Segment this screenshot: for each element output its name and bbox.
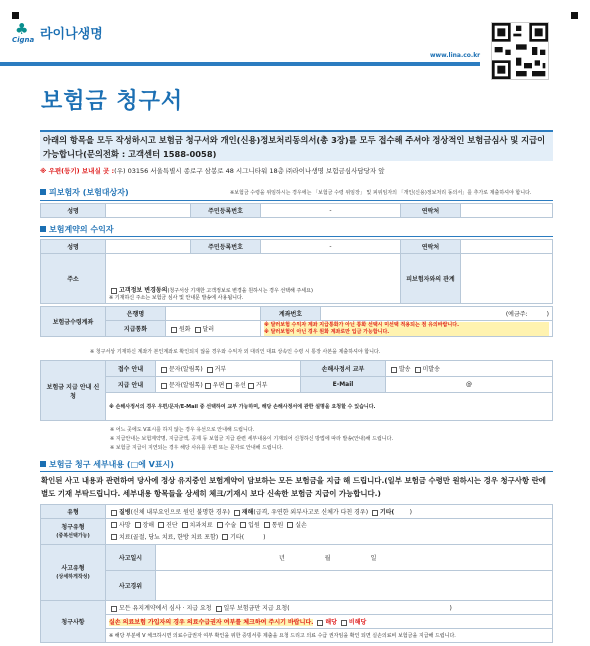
pay-notice-options: 문자(알림톡) 우편 유선 거부 [156,377,301,393]
silson-no-checkbox[interactable] [341,620,347,626]
relation-label: 피보험자와의 관계 [401,254,461,304]
company-name: 라이나생명 [40,27,103,42]
website-url: www.lina.co.kr [430,52,481,59]
relation-field[interactable] [461,254,553,304]
fine-print-2: ※ 지급안내는 보험계약명, 지급금액, 공제 등 보험금 지급 관련 세부내용이 기재되어 신청하신 방법에 따라 발송(안내)해 드립니다. [110,436,394,442]
beneficiary-rrn-label: 주민등록번호 [191,240,261,254]
receipt-options: 문자(알림톡) 거부 [156,361,301,377]
receipt-refuse-checkbox[interactable] [207,367,213,373]
pay-mail-checkbox[interactable] [205,383,211,389]
notify-label: 보험금 지급 안내 신청 [41,361,106,421]
accident-cause-field[interactable] [156,570,553,600]
diagnosis-checkbox[interactable] [158,522,164,528]
account-label: 보험금수령계좌 [41,307,106,337]
outpatient-checkbox[interactable] [264,522,270,528]
actual-loss-checkbox[interactable] [287,522,293,528]
fine-print-1: ※ 어느 곳에도 V표시를 하지 않는 경우 유선으로 안내해 드립니다. [110,427,255,433]
treatment-checkbox[interactable] [111,534,117,540]
loss-report-options: 발송 미발송 [386,361,553,377]
email-label: E-Mail [301,377,386,393]
qr-code-icon [491,22,549,80]
account-number-field[interactable]: (예금주: ) [321,307,553,321]
address-label: 주소 [41,254,106,304]
other-type-checkbox[interactable] [372,510,378,516]
fine-print-3: ※ 보험금 지급이 지연되는 경우 해당 사유를 우편 또는 문자로 안내해 드립니다. [110,445,283,451]
divider [40,236,553,237]
type-options: 질병(신체 내부요인으로 원인 불명한 경우) 재해(급격, 우연한 외부사고로 신체가 다친 경우) 기타( ) [106,505,553,519]
insured-name-label: 성명 [41,204,106,218]
currency-label: 지급통화 [106,321,166,337]
company-logo: ♣ Cigna 라이나생명 [12,20,103,44]
hospitalization-checkbox[interactable] [240,522,246,528]
beneficiary-phone-field[interactable] [461,240,553,254]
account-table [40,306,553,337]
beneficiary-table [40,239,553,304]
silson-row: 실손 의료보험 가입자의 경우 의료수급권자 여부를 체크하여 주시기 바랍니다. 해당 비해당 [106,615,553,629]
silson-note: ※ 해당 부분에 V 체크하시면 의료수급권자 여부 확인을 위한 증빙서류 제출을 요청 드리고 의료 수급 권자임을 확인 되면 실손의료비 보험금을 지급해 드립니다. [106,629,553,643]
nopost-checkbox[interactable] [415,367,421,373]
section-claim-title: 보험금 청구 세부내용 (□에 V표시) [40,459,174,470]
beneficiary-phone-label: 연락처 [401,240,461,254]
bank-field[interactable] [166,307,261,321]
section-insured-note: ※보험금 수령을 위임하시는 경우에는 「보험금 수령 위임장」 및 피위임자의 「개인(신용)정보처리 동의서」를 추가로 제출하셔야 합니다. [230,190,532,196]
account-number-label: 계좌번호 [261,307,321,321]
form-title: 보험금 청구서 [41,89,184,114]
claim-table [40,504,553,643]
receipt-sms-checkbox[interactable] [161,367,167,373]
divider [40,471,553,472]
accident-type-label: 사고유형 (상세하게작성) [41,545,106,601]
accident-date-label: 사고일시 [106,545,156,571]
currency-options: 원화 달러 [166,321,261,337]
insured-table [40,203,553,218]
receipt-label: 접수 안내 [106,361,156,377]
pay-sms-checkbox[interactable] [161,383,167,389]
section-insured-title: 피보험자 (보험대상자) [40,187,129,198]
post-checkbox[interactable] [391,367,397,373]
notice-box: 아래의 항목을 모두 작성하시고 보험금 청구서와 개인(신용)정보처리동의서(총 3장)를 모두 접수해 주셔야 정상적인 보험금심사 및 지급이 가능합니다(문의전화 : 고객센터 1588-0058) [40,130,553,161]
claim-type-label: 청구유형 (중복선택가능) [41,519,106,545]
address-change-checkbox[interactable] [111,288,117,294]
beneficiary-name-label: 성명 [41,240,106,254]
pay-notice-label: 지급 안내 [106,377,156,393]
email-field[interactable]: @ [386,377,553,393]
injury-checkbox[interactable] [234,510,240,516]
tree-icon: ♣ [15,20,29,38]
accident-date-field[interactable]: 년 월 일 [156,545,553,571]
notify-table [40,360,553,421]
beneficiary-name-field[interactable] [106,240,191,254]
pay-refuse-checkbox[interactable] [248,383,254,389]
registration-mark-left [12,12,19,19]
mail-address: ※ 우편(등기) 보내실 곳 :(우) 03156 서울특별시 종로구 삼봉로 48 시그니타워 18층 ㈜라이나생명 보험금심사담당자 앞 [40,167,385,175]
insured-rrn-field[interactable]: - [261,204,401,218]
pay-phone-checkbox[interactable] [226,383,232,389]
address-field[interactable]: 고객정보 변경동의(청구서상 기재한 고객정보로 변경을 원하시는 경우 선택해 주세요) ※ 기재하신 주소는 보험금 심사 및 안내문 발송에 사용됩니다. [106,254,401,304]
dollar-checkbox[interactable] [195,327,201,333]
loss-report-label: 손해사정서 교부 [301,361,386,377]
all-contracts-checkbox[interactable] [111,606,117,612]
dental-checkbox[interactable] [182,522,188,528]
disease-checkbox[interactable] [111,510,117,516]
currency-note: ※ 달러보험 수익자 계좌 지급통화가 아닌 통화 선택시 미선택 적용되는 점 유의바랍니다. ※ 달러보험이 아닌 경우 원화 계좌로만 입금 가능합니다. [261,321,553,337]
bank-label: 은행명 [106,307,166,321]
header-bar [0,62,480,66]
request-options: 모든 유지계약에서 심사 · 지급 요청 일부 보험금만 지급 요청( ) [106,601,553,615]
beneficiary-rrn-field[interactable]: - [261,240,401,254]
surgery-checkbox[interactable] [217,522,223,528]
disability-checkbox[interactable] [135,522,141,528]
notify-note: ※ 손해사정서의 경우 우편/문자/E-Mail 중 선택하여 교부 가능하며, 해당 손해사정서에 관한 설명을 요청할 수 있습니다. [106,393,553,421]
partial-checkbox[interactable] [216,606,222,612]
claim-intro: 확인된 사고 내용과 관련하여 당사에 정상 유지중인 보험계약이 담보하는 모든 보험금을 지급 해 드립니다.(일부 보험금 수령만 원하시는 경우 청구사항 란에 별도 기재 부탁드립니다. 세부내용 항목들을 상세히 체크/기재시 보다 신속한 보험금 지급이 가능합니다.) [41,476,546,498]
section-beneficiary-title: 보험계약의 수익자 [40,224,114,235]
account-note: ※ 청구서상 기재하신 계좌가 본인계좌로 확인되지 않을 경우와 수익자 외 대리인 대표 상속인 수령 시 통장 사본을 제출하셔야 합니다. [90,349,381,355]
divider [40,200,553,201]
type-label: 유형 [41,505,106,519]
won-checkbox[interactable] [171,327,177,333]
registration-mark-right [571,12,578,19]
claim-type-options: 사망 장해 진단 치과치료 수술 입원 통원 실손 치료(골절, 당뇨 치료, 한방 치료 포함) 기타( ) [106,519,553,545]
insured-phone-field[interactable] [461,204,553,218]
insured-name-field[interactable] [106,204,191,218]
death-checkbox[interactable] [111,522,117,528]
other-claim-checkbox[interactable] [222,534,228,540]
request-label: 청구사항 [41,601,106,643]
insured-phone-label: 연락처 [401,204,461,218]
silson-yes-checkbox[interactable] [317,620,323,626]
insured-rrn-label: 주민등록번호 [191,204,261,218]
accident-cause-label: 사고경위 [106,570,156,600]
